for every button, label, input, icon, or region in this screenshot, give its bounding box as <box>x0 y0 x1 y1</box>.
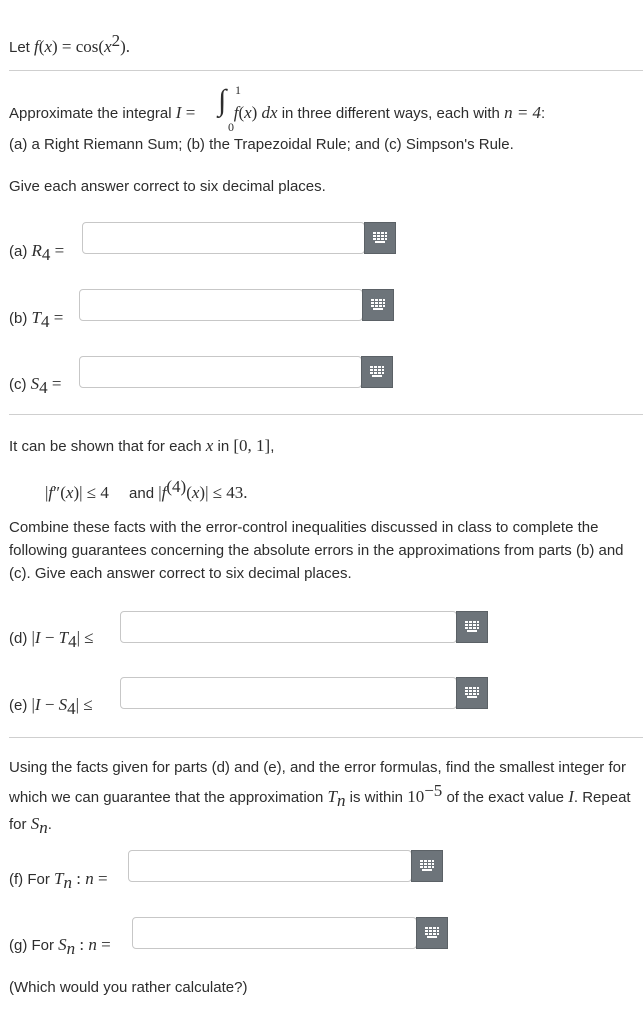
six-places-note: Give each answer correct to six decimal places. <box>9 178 326 195</box>
answer-c-input[interactable] <box>79 356 362 388</box>
label-a: (a) $R_4$ = <box>9 241 65 264</box>
and-word: and <box>129 485 155 502</box>
label-g: (g) For $S_n$ : n = <box>9 935 111 958</box>
keypad-icon <box>420 860 434 872</box>
answer-a-input[interactable] <box>82 222 365 254</box>
upper-limit: 1 <box>235 83 241 97</box>
keypad-button-f[interactable] <box>411 850 443 882</box>
derivative-bounds: |f″(x)| ≤ 4 and $|f^{(4)}(x)| \le 43$. <box>45 477 248 502</box>
divider <box>9 70 643 71</box>
label-f: (f) For $T_n$ : n = <box>9 869 108 892</box>
answer-e-input[interactable] <box>120 677 457 709</box>
intro-line: Let $f(x) = \cos(x^2)$. <box>9 31 131 56</box>
keypad-icon <box>465 621 479 633</box>
keypad-icon <box>465 687 479 699</box>
keypad-button-b[interactable] <box>362 289 394 321</box>
keypad-icon <box>373 232 387 244</box>
label-b: (b) $T_4$ = <box>9 308 64 331</box>
divider <box>9 414 643 415</box>
closing-note: (Which would you rather calculate?) <box>9 979 248 996</box>
intro-formula: f <box>34 37 39 56</box>
answer-f-input[interactable] <box>128 850 412 882</box>
divider <box>9 737 643 738</box>
keypad-button-e[interactable] <box>456 677 488 709</box>
lower-limit: 0 <box>228 120 234 134</box>
keypad-icon <box>371 299 385 311</box>
label-c: (c) $S_4$ = <box>9 374 62 397</box>
approx-suffix: in three different ways, each with <box>277 105 505 122</box>
smallest-n-text: Using the facts given for parts (d) and (e), and the error formulas, find the smallest integer for which we can guarantee that the approximation $T_n$ is within $10^{-5}$ of the exact value I. Repeat for $S_n$. <box>9 759 631 837</box>
n-equals: n = 4 <box>504 103 542 122</box>
combine-text: Combine these facts with the error-control inequalities discussed in class to complete the following guarantees concerning the absolute errors in the approximations from parts (b) and (c). Give each answer correct to six decimal places. <box>9 519 624 582</box>
label-e: (e) $|I - S_4|$ ≤ <box>9 695 93 718</box>
facts-intro: It can be shown that for each x in [0, 1], <box>9 436 275 455</box>
answer-d-input[interactable] <box>120 611 457 643</box>
approx-colon: : <box>541 105 546 122</box>
approx-methods: (a) a Right Riemann Sum; (b) the Trapezoidal Rule; and (c) Simpson's Rule. <box>9 136 514 153</box>
answer-b-input[interactable] <box>79 289 363 321</box>
keypad-button-c[interactable] <box>361 356 393 388</box>
intro-prefix: Let <box>9 39 35 56</box>
keypad-button-d[interactable] <box>456 611 488 643</box>
approx-line: Approximate the integral I = f(x) dx in three different ways, each with n = 4: <box>9 103 546 122</box>
keypad-icon <box>370 366 384 378</box>
answer-g-input[interactable] <box>132 917 417 949</box>
keypad-icon <box>425 927 439 939</box>
keypad-button-a[interactable] <box>364 222 396 254</box>
approx-prefix: Approximate the integral <box>9 105 176 122</box>
integrand: f <box>233 103 239 122</box>
keypad-button-g[interactable] <box>416 917 448 949</box>
integral-sign: ∫ <box>218 84 227 117</box>
label-d: (d) $|I - T_4|$ ≤ <box>9 628 94 651</box>
